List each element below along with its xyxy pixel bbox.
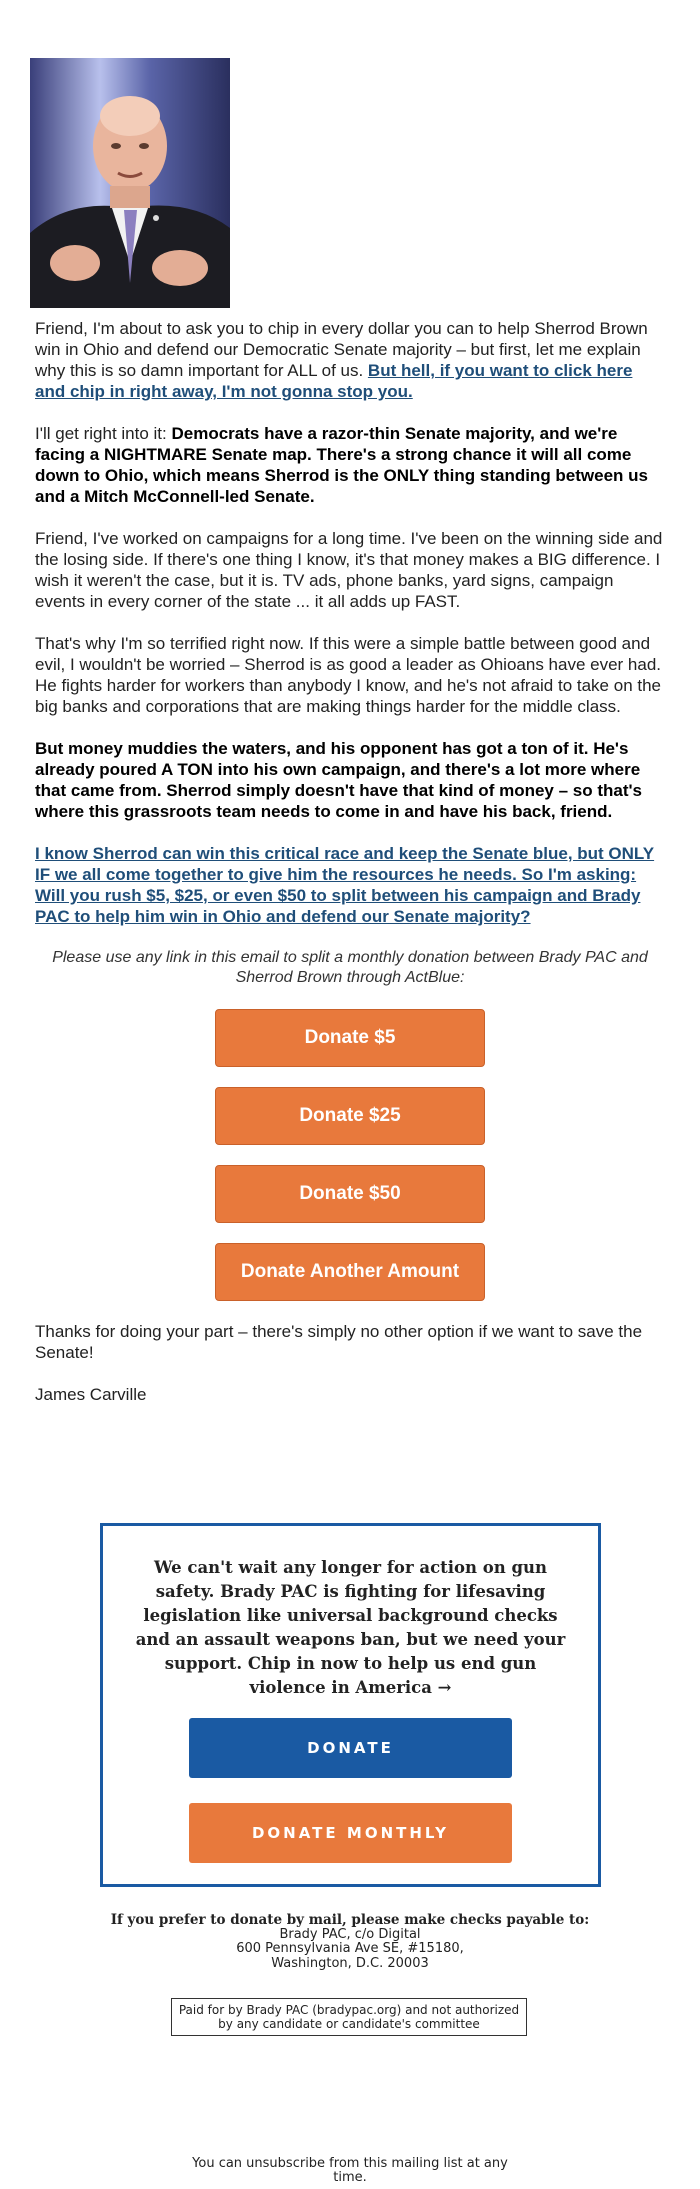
mail-address-line2: 600 Pennsylvania Ave SE, #15180, (236, 1941, 464, 1956)
donate-5-button[interactable]: Donate $5 (215, 1009, 485, 1067)
senate-map-bold: Democrats have a razor-thin Senate majority, and we're facing a NIGHTMARE Senate map. There's a strong chance it will all come down to Ohio, which means Sherrod is the ONLY thing standing between us and a Mitch McConnell-led Senate. (35, 424, 649, 506)
ask-paragraph (35, 843, 665, 927)
terrified-paragraph: That's why I'm so terrified right now. If this were a simple battle between good and evil, I wouldn't be worried – Sherrod is as good a leader as Ohioans have ever had. He fights harder for workers than anybody I know, and he's not afraid to take on the big banks and corporations that are making things harder for the middle class. (35, 634, 662, 716)
thanks-paragraph: Thanks for doing your part – there's simply no other option if we want to save the Senate! (35, 1322, 643, 1362)
campaign-experience-paragraph: Friend, I've worked on campaigns for a long time. I've been on the winning side and the losing side. If there's one thing I know, it's that money makes a BIG difference. I wish it weren't the case, but it is. TV ads, phone banks, yard signs, campaign events in every corner of the state ... it all adds up FAST. (35, 529, 663, 611)
senate-map-lead: I'll get right into it: (35, 424, 172, 443)
chip-in-link[interactable]: But hell, if you want to click here and chip in right away, I'm not gonna stop you. (35, 361, 633, 401)
donate-50-button[interactable]: Donate $50 (215, 1165, 485, 1223)
opponent-money-bold: But money muddies the waters, and his opponent has got a ton of it. He's already poured A TON into his own campaign, and there's a lot more where that came from. Sherrod simply doesn't have that kind of money – so that's where this grassroots team needs to come in and have his back, friend. (35, 739, 642, 821)
signature: James Carville (35, 1385, 147, 1404)
mail-donation-info (100, 1913, 600, 1971)
donate-25-button[interactable]: Donate $25 (215, 1087, 485, 1145)
intro-text: Friend, I'm about to ask you to chip in every dollar you can to help Sherrod Brown win in Ohio and defend our Democratic Senate majority – but first, let me explain why this is so damn important for ALL of us. (35, 319, 648, 380)
donate-50-row (35, 1165, 665, 1243)
brady-donate-monthly-button[interactable]: DONATE MONTHLY (189, 1803, 512, 1863)
mail-address-line3: Washington, D.C. 20003 (271, 1955, 429, 1971)
donate-25-row (35, 1087, 665, 1165)
opponent-money-paragraph (35, 738, 665, 822)
mail-heading: If you prefer to donate by mail, please make checks payable to: (110, 1912, 590, 1928)
donate-other-row (35, 1243, 665, 1321)
email-body (35, 318, 665, 1426)
portrait-photo-icon (30, 58, 230, 308)
donate-5-row (35, 1009, 665, 1087)
brady-pac-message: We can't wait any longer for action on gun safety. Brady PAC is fighting for lifesaving legislation like universal background checks and an assault weapons ban, but we need your support. Chip in now to help us end gun violence in America → (135, 1558, 566, 1697)
split-donation-link[interactable]: I know Sherrod can win this critical race and keep the Senate blue, but ONLY IF we all come together to give him the resources he needs. So I'm asking: Will you rush $5, $25, or even $50 to split between his campaign and Brady PAC to help him win in Ohio and defend our Senate majority? (35, 844, 655, 926)
actblue-note: Please use any link in this email to split a monthly donation between Brady PAC and Sherrod Brown through ActBlue: (52, 949, 648, 986)
donate-another-amount-button[interactable]: Donate Another Amount (215, 1243, 485, 1301)
brady-donate-button[interactable]: DONATE (189, 1718, 512, 1778)
paid-for-disclaimer: Paid for by Brady PAC (bradypac.org) and not authorized by any candidate or candidate's committee (171, 1998, 527, 2036)
mail-address-line1: Brady PAC, c/o Digital (279, 1926, 421, 1942)
intro-paragraph (35, 318, 665, 402)
brady-pac-box (100, 1523, 601, 1887)
senate-map-paragraph (35, 423, 665, 507)
unsubscribe-text: You can unsubscribe from this mailing list at any time. (192, 2156, 508, 2185)
